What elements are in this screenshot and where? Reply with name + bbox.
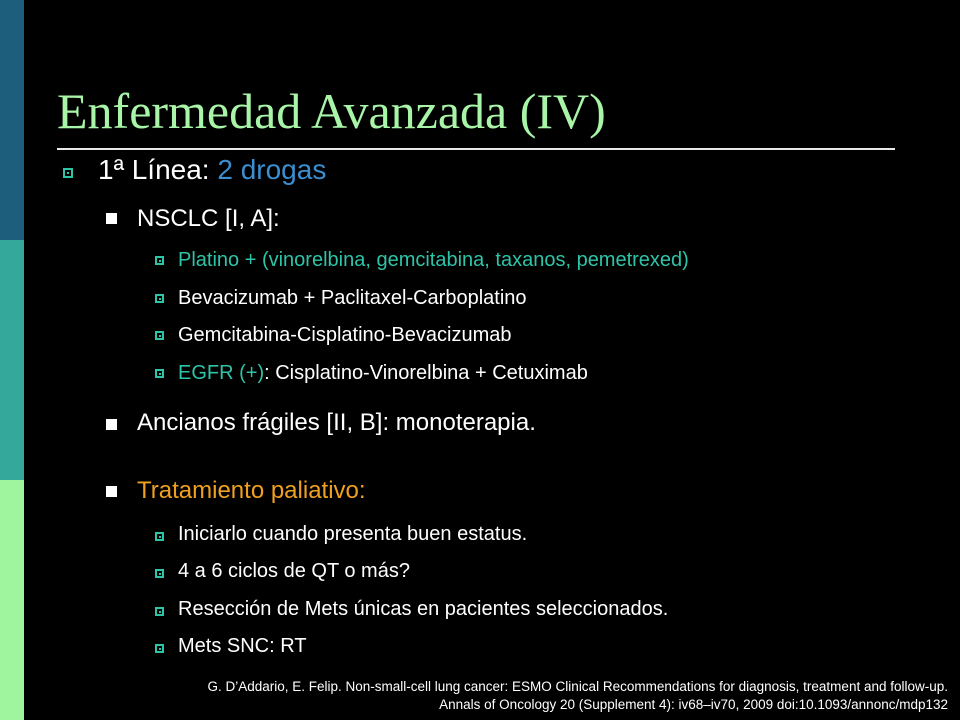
- egfr-rest: : Cisplatino-Vinorelbina + Cetuximab: [264, 362, 588, 384]
- citation-line-1: G. D’Addario, E. Felip. Non-small-cell lung cancer: ESMO Clinical Recommendations for diagnosis, treatment and follow-up.: [207, 679, 948, 694]
- square-bullet-icon: [155, 331, 164, 340]
- filled-square-bullet-icon: [106, 419, 117, 430]
- citation-line-2: Annals of Oncology 20 (Supplement 4): iv68–iv70, 2009 doi:10.1093/annonc/mdp132: [439, 697, 948, 712]
- citation: [207, 678, 948, 714]
- palliative-item: Resección de Mets únicas en pacientes seleccionados.: [178, 598, 669, 620]
- first-line-label: 1ª Línea: [98, 154, 202, 185]
- square-bullet-icon: [155, 644, 164, 653]
- palliative-item: Iniciarlo cuando presenta buen estatus.: [178, 523, 528, 545]
- first-line-colon: :: [201, 154, 210, 185]
- elderly-item: Ancianos frágiles [II, B]: monoterapia.: [137, 409, 536, 436]
- decor-stripe-middle: [0, 240, 24, 480]
- first-line-value: 2 drogas: [209, 154, 327, 185]
- nsclc-item: Bevacizumab + Paclitaxel-Carboplatino: [178, 287, 527, 309]
- slide-title: Enfermedad Avanzada (IV): [57, 83, 606, 139]
- egfr-prefix: EGFR (+): [178, 362, 265, 384]
- square-bullet-icon: [155, 369, 164, 378]
- first-line-heading: [98, 154, 326, 186]
- filled-square-bullet-icon: [106, 486, 117, 497]
- square-bullet-icon: [155, 532, 164, 541]
- filled-square-bullet-icon: [106, 213, 117, 224]
- square-bullet-icon: [155, 294, 164, 303]
- palliative-heading: Tratamiento paliativo:: [137, 477, 366, 504]
- square-bullet-icon: [155, 256, 164, 265]
- nsclc-heading: NSCLC [I, A]:: [137, 205, 280, 232]
- nsclc-item: Gemcitabina-Cisplatino-Bevacizumab: [178, 324, 512, 346]
- square-bullet-icon: [63, 168, 73, 178]
- decor-stripe-top: [0, 0, 24, 240]
- square-bullet-icon: [155, 569, 164, 578]
- nsclc-egfr-item: [178, 362, 588, 385]
- title-divider: [57, 148, 895, 150]
- decor-stripe-bottom: [0, 480, 24, 720]
- nsclc-item: Platino + (vinorelbina, gemcitabina, taxanos, pemetrexed): [178, 249, 689, 271]
- palliative-item: Mets SNC: RT: [178, 635, 307, 657]
- palliative-item: 4 a 6 ciclos de QT o más?: [178, 560, 410, 582]
- square-bullet-icon: [155, 607, 164, 616]
